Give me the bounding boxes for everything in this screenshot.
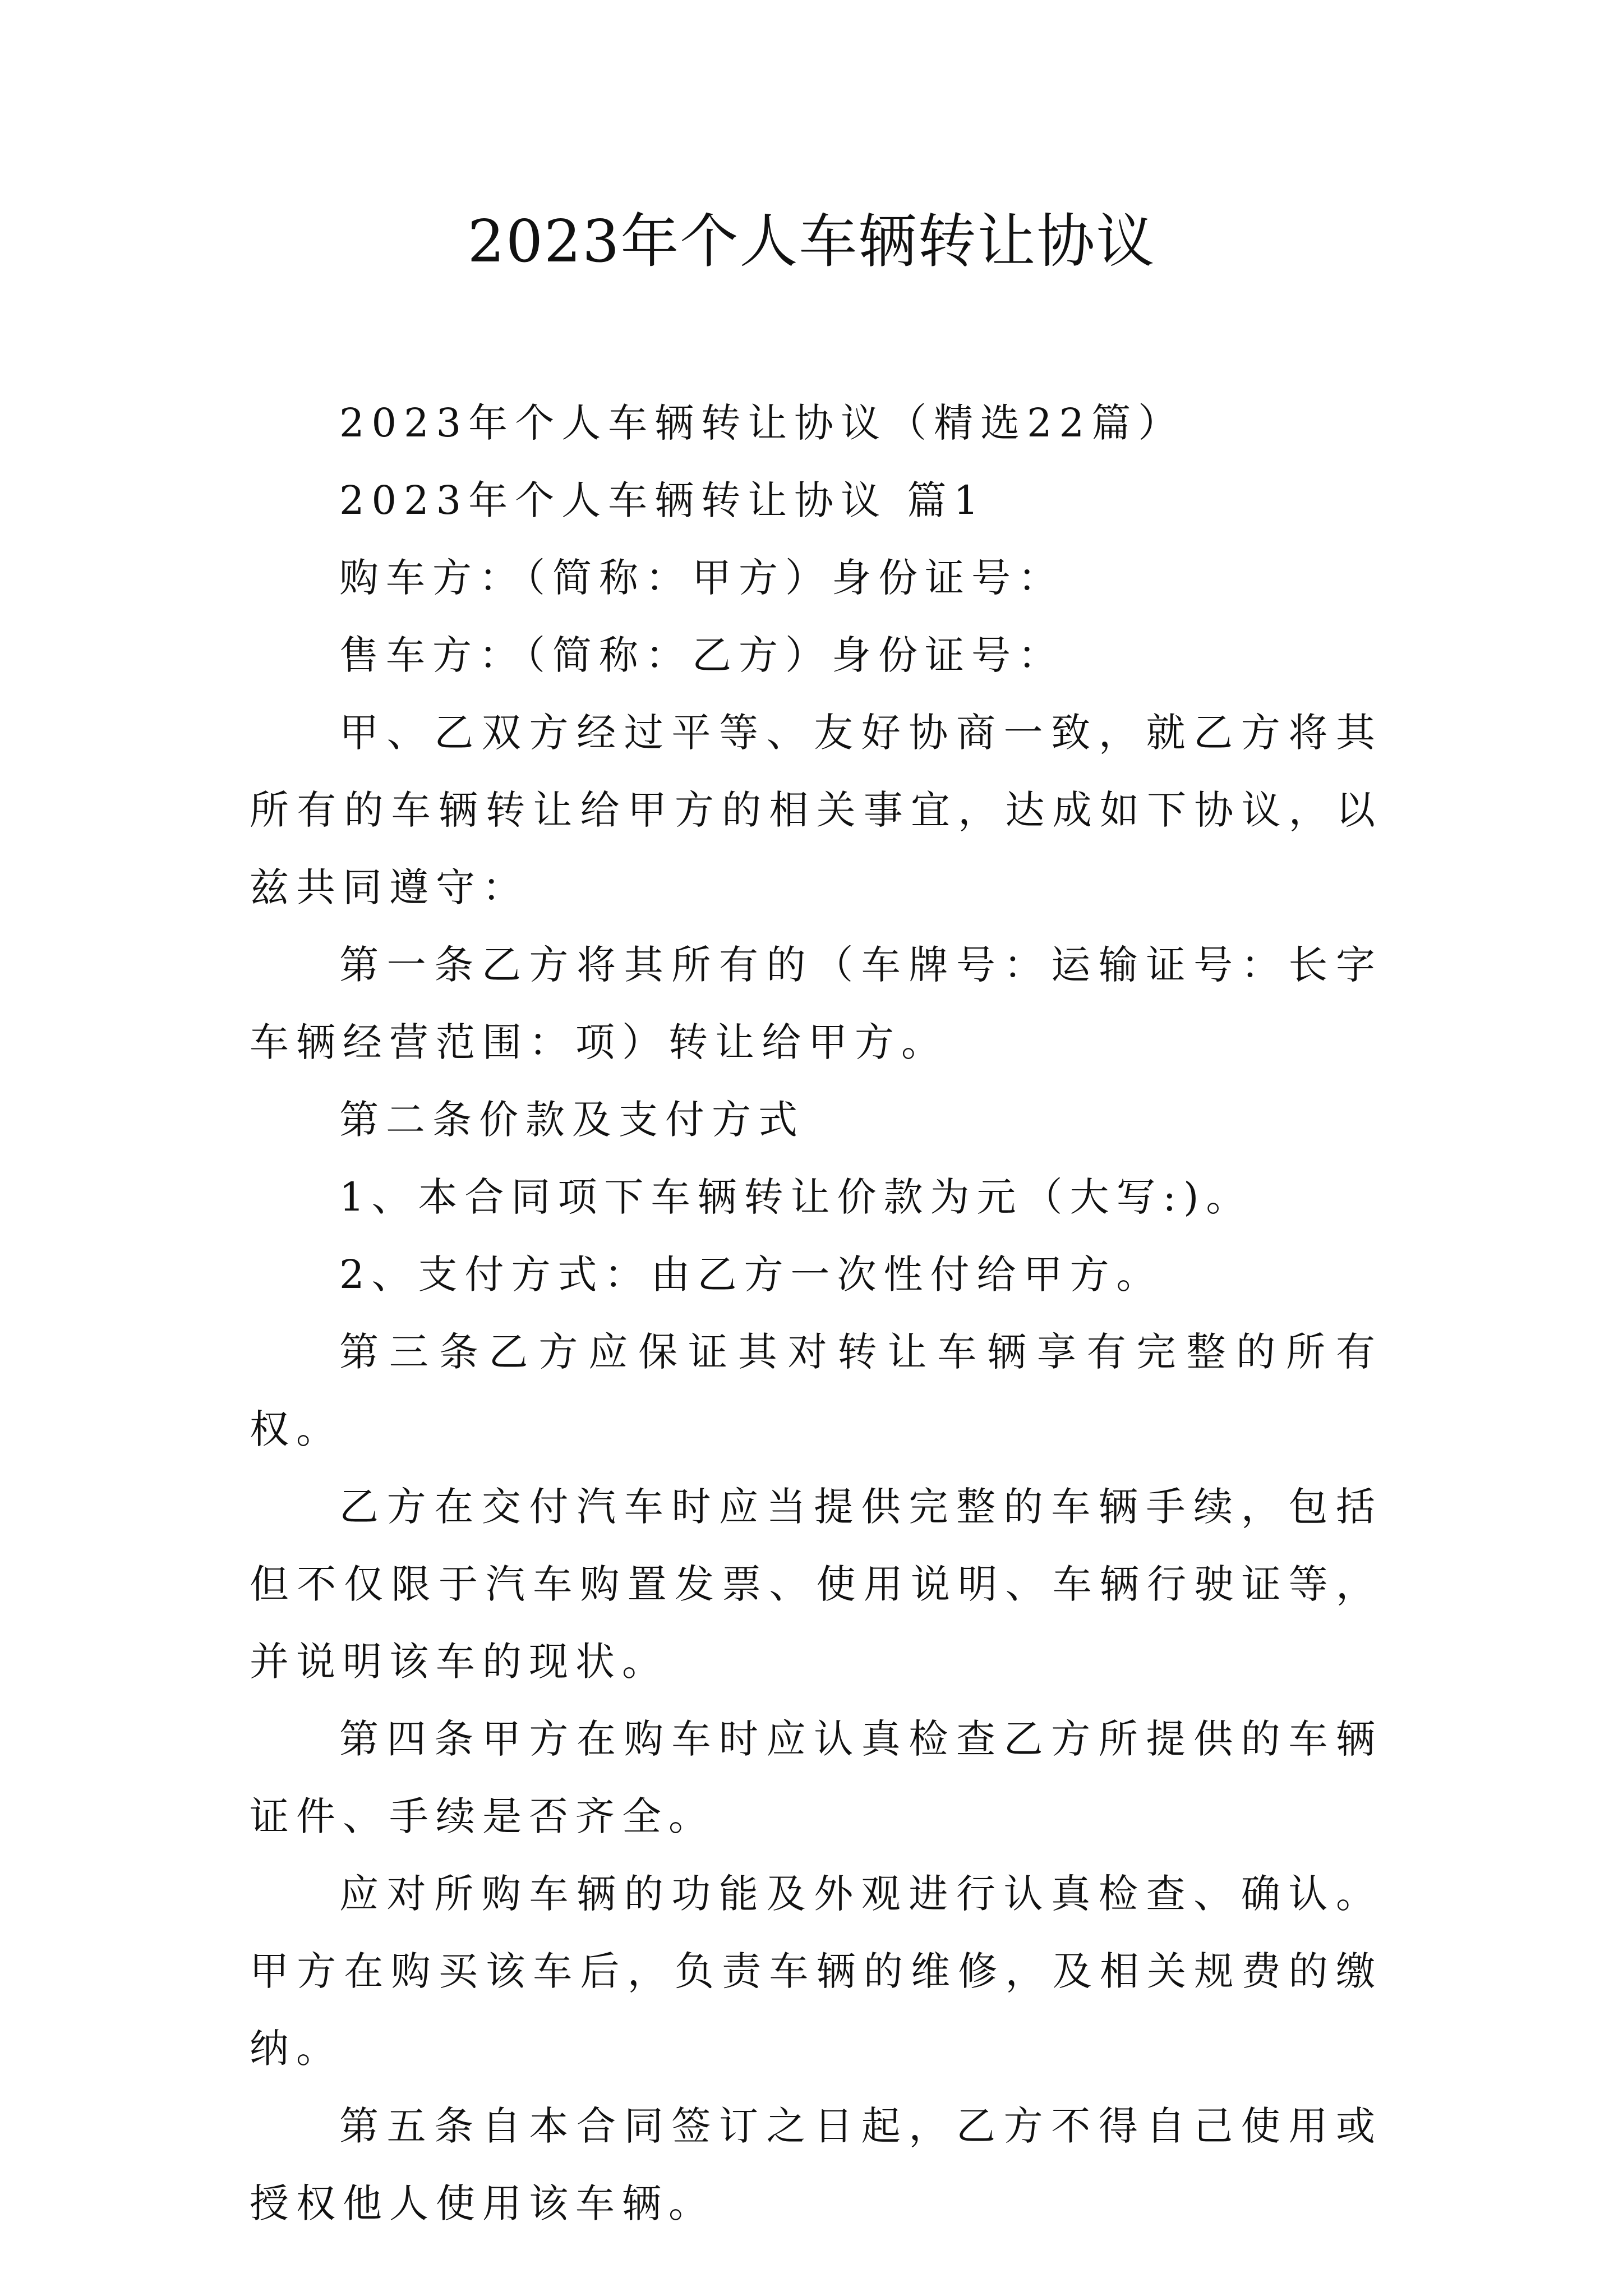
paragraph-article-2-item-1: 1、本合同项下车辆转让价款为元（大写:)。: [339, 1174, 1253, 1220]
document-title: 2023年个人车辆转让协议: [467, 207, 1156, 275]
paragraph-article-5: 第五条自本合同签订之日起，乙方不得自己使用或授权他人使用该车辆。: [250, 2103, 1382, 2226]
paragraph-preamble: 甲、乙双方经过平等、友好协商一致，就乙方将其所有的车辆转让给甲方的相关事宜，达成如下协议，以兹共同遵守：: [250, 710, 1382, 910]
paragraph-article-2: 第二条价款及支付方式: [339, 1097, 805, 1143]
paragraph-article-4-detail: 应对所购车辆的功能及外观进行认真检查、确认。甲方在购买该车后，负责车辆的维修，及相关规费的缴纳。: [250, 1871, 1382, 2072]
paragraph-article-3-detail: 乙方在交付汽车时应当提供完整的车辆手续，包括但不仅限于汽车购置发票、使用说明、车辆行驶证等，并说明该车的现状。: [250, 1484, 1382, 1685]
paragraph-article-4: 第四条甲方在购车时应认真检查乙方所提供的车辆证件、手续是否齐全。: [250, 1716, 1382, 1839]
paragraph-article-3: 第三条乙方应保证其对转让车辆享有完整的所有权。: [250, 1329, 1382, 1452]
paragraph-article-1: 第一条乙方将其所有的（车牌号：运输证号：长字车辆经营范围：项）转让给甲方。: [250, 942, 1382, 1065]
document-body: [250, 384, 1382, 2242]
paragraph-seller: 售车方：（简称：乙方）身份证号：: [339, 632, 1064, 678]
paragraph-article-2-item-2: 2、支付方式：由乙方一次性付给甲方。: [339, 1251, 1163, 1297]
paragraph-subtitle: 2023年个人车辆转让协议（精选22篇）: [339, 400, 1185, 446]
paragraph-buyer: 购车方：（简称：甲方）身份证号：: [339, 555, 1064, 601]
paragraph-section-heading: 2023年个人车辆转让协议 篇1: [339, 477, 986, 523]
